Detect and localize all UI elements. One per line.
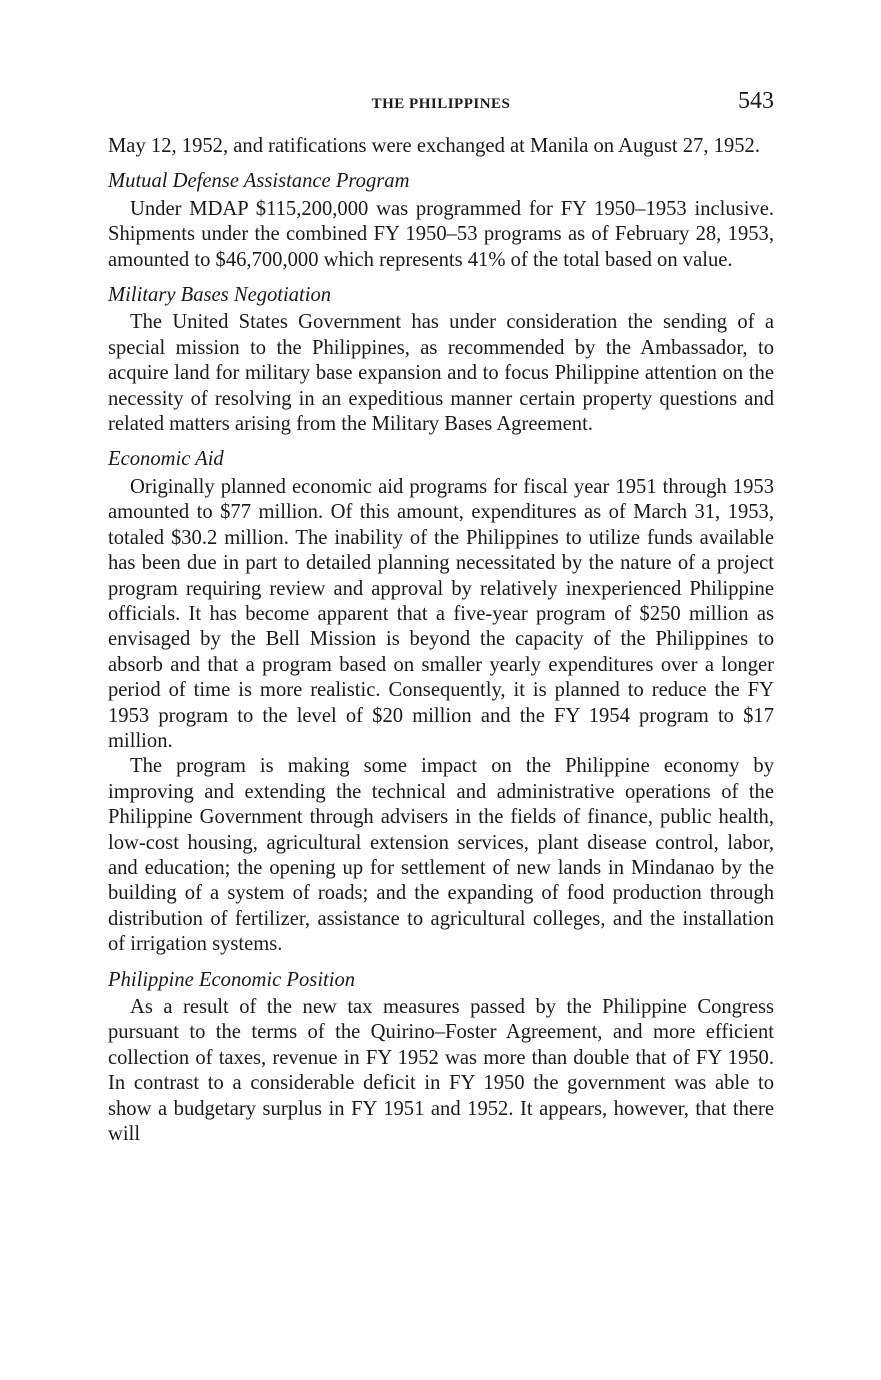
running-title: THE PHILIPPINES [371, 96, 511, 112]
paragraph: As a result of the new tax measures passed by the Philippine Congress pursuant to the terms of the Quirino–Foster Agreement, and more efficient collection of taxes, revenue in FY 1952 was more than double that of FY 1950. In contrast to a considerable deficit in FY 1950 the government was able to show a budgetary surplus in FY 1951 and 1952. It appears, however, that there will [108, 996, 774, 1146]
section-heading: Mutual Defense Assistance Program [108, 170, 410, 193]
page-number: 543 [738, 88, 774, 114]
paragraph: Originally planned economic aid programs for fiscal year 1951 through 1953 amounted to $77 million. Of this amount, expenditures as of March 31, 1953, totaled $30.2 million. The inability of the Philippines to utilize funds available has been due in part to detailed planning necessitated by the nature of a project program requiring review and approval by relatively inexperienced Philippine officials. It has become apparent that a five-year program of $250 million as envisaged by the Bell Mission is beyond the capacity of the Philippines to absorb and that a program based on smaller yearly expenditures over a longer period of time is more realistic. Consequently, it is planned to reduce the FY 1953 program to the level of $20 million and the FY 1954 program to $17 million. [108, 475, 774, 752]
section-heading: Economic Aid [108, 448, 224, 471]
running-header [108, 88, 774, 122]
paragraph: Under MDAP $115,200,000 was programmed for FY 1950–1953 inclusive. Shipments under the combined FY 1950–53 programs as of February 28, 1953, amounted to $46,700,000 which represents 41% of the total based on value. [108, 197, 774, 271]
section-economic-position [108, 968, 774, 1148]
paragraph: The United States Government has under consideration the sending of a special mission to the Philippines, as recommended by the Ambassador, to acquire land for military base expansion and to focus Philippine attention on the necessity of resolving in an expeditious manner certain property questions and related matters arising from the Military Bases Agreement. [108, 311, 774, 436]
section-military-bases [108, 283, 774, 437]
section-heading: Military Bases Negotiation [108, 284, 332, 307]
paragraph: The program is making some impact on the Philippine economy by improving and extending the technical and administrative operations of the Philippine Government through advisers in the fields of finance, public health, low-cost housing, agricultural extension services, plant disease control, labor, and education; the opening up for settlement of new lands in Mindanao by the building of a system of roads; and the expanding of food production through distribution of fertilizer, assistance to agricultural colleges, and the installation of irrigation systems. [108, 755, 774, 956]
intro-paragraph: May 12, 1952, and ratifications were exchanged at Manila on August 27, 1952. [108, 135, 760, 157]
document-page [108, 88, 774, 1147]
section-heading: Philippine Economic Position [108, 968, 356, 991]
section-mutual-defense [108, 169, 774, 273]
section-economic-aid [108, 447, 774, 957]
